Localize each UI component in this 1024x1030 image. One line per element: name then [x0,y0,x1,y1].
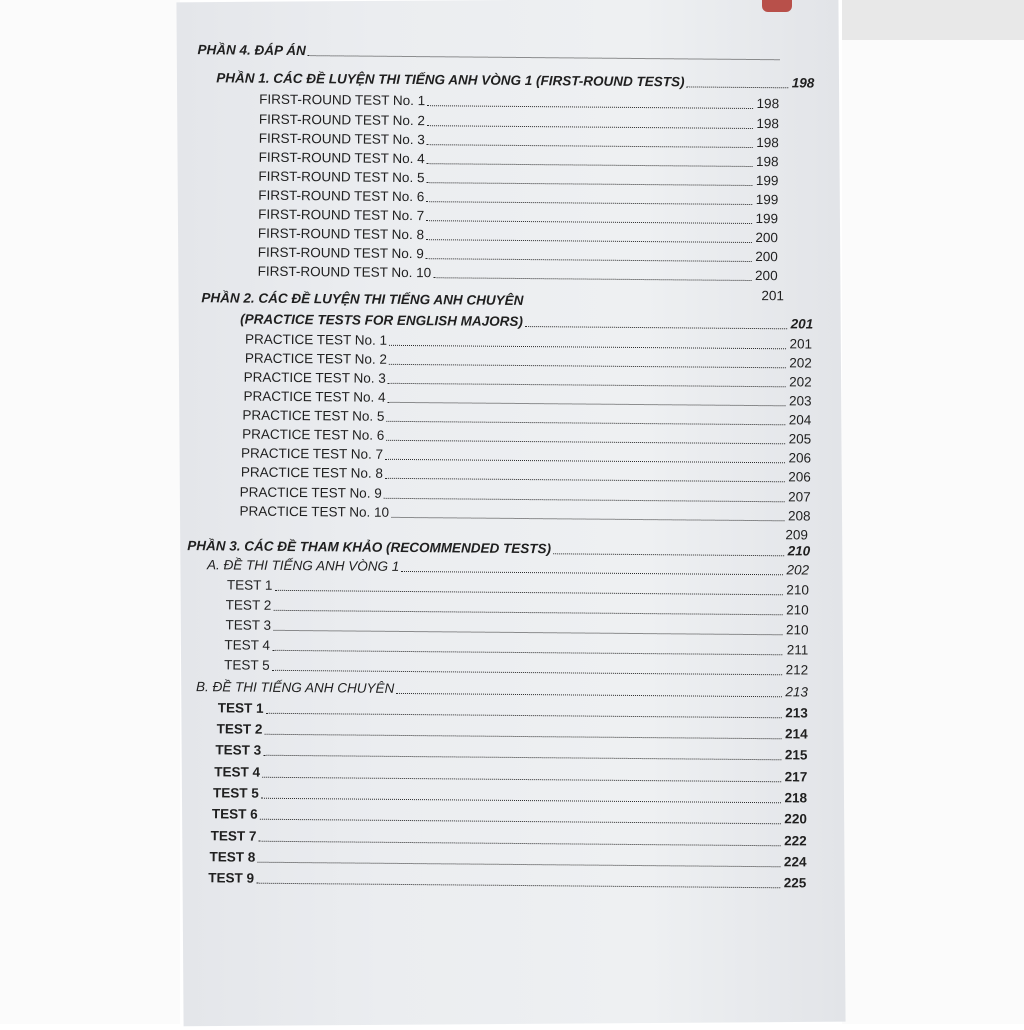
toc-entry-label: FIRST-ROUND TEST No. 3 [258,130,425,148]
toc-page-number: 218 [784,790,808,806]
dot-leader [263,755,781,761]
toc-item [217,721,808,742]
toc-entry-label: PRACTICE TEST No. 4 [243,388,386,405]
toc-entry-label: FIRST-ROUND TEST No. 8 [257,225,425,243]
toc-page-number: 210 [785,622,809,638]
dot-leader [426,258,752,262]
toc-entry-label: B. ĐỀ THI TIẾNG ANH CHUYÊN [195,679,395,696]
toc-entry-label: TEST 1 [217,700,264,716]
toc-part-2-title [201,290,561,309]
toc-entry-label: PRACTICE TEST No. 1 [244,331,388,348]
toc-entry-label: PHẦN 1. CÁC ĐỀ LUYỆN THI TIẾNG ANH VÒNG 1 (FIRST-ROUND TESTS) [216,70,685,90]
toc-item [259,92,779,113]
toc-subsection-a [207,557,809,578]
dot-leader [389,345,786,349]
dot-leader [258,841,780,847]
toc-entry-label: FIRST-ROUND TEST No. 7 [258,206,425,224]
dot-leader [260,819,781,825]
toc-entry-label: TEST 5 [224,657,270,673]
toc-entry-label: PRACTICE TEST No. 2 [244,350,387,367]
toc-page-number: 198 [756,135,779,151]
toc-entry-label: TEST 4 [224,637,270,653]
dot-leader [396,693,782,697]
toc-entry-label: TEST 3 [225,617,272,633]
toc-entry-label: PRACTICE TEST No. 9 [239,484,382,501]
toc-item [258,226,778,247]
toc-page-number: 198 [756,96,780,112]
toc-item [244,370,812,391]
toc-part-1 [216,70,814,91]
toc-entry-label: TEST 8 [209,849,256,865]
toc-item [243,389,811,410]
toc-page-number: 199 [755,211,779,227]
toc-entry-label: FIRST-ROUND TEST No. 1 [259,91,426,109]
toc-entry-label: PHẦN 2. CÁC ĐỀ LUYỆN THI TIẾNG ANH CHUYÊN [201,290,524,309]
toc-entry-label: TEST 6 [211,806,258,822]
dot-leader [272,670,782,675]
dot-leader [433,277,751,281]
toc-page-number: 210 [786,582,809,598]
dot-leader [427,125,753,129]
toc-item [224,657,808,678]
toc-item [245,351,812,372]
toc-item [258,169,778,190]
toc-page-number: 211 [786,642,809,658]
dot-leader [426,201,752,205]
toc-page-number: 201 [789,336,813,352]
toc-page-number: 210 [786,602,809,618]
toc-entry-label: PHẦN 4. ĐÁP ÁN [197,42,306,59]
table-of-contents [171,0,842,1030]
toc-page-number: 201 [761,288,785,304]
toc-item [241,446,811,467]
dot-leader [264,734,781,740]
toc-entry-label: FIRST-ROUND TEST No. 9 [257,244,424,262]
toc-page-number: 205 [788,431,812,447]
toc-item [258,264,778,285]
background-right [842,0,1024,1024]
toc-page-number: 217 [784,769,808,785]
dot-leader [385,478,785,482]
toc-item [215,742,807,763]
toc-entry-label: FIRST-ROUND TEST No. 10 [257,263,432,281]
toc-item [239,504,810,525]
dot-leader [262,777,781,783]
toc-item [242,408,811,429]
toc-entry-label: FIRST-ROUND TEST No. 6 [258,187,425,205]
toc-page-number: 220 [784,811,807,827]
toc-page-number: 215 [784,747,808,763]
toc-item [212,806,807,827]
toc-entry-label: TEST 3 [215,742,262,758]
toc-page-number: 202 [789,374,812,390]
dot-leader [384,498,785,502]
toc-item [259,131,779,152]
toc-entry-label: TEST 2 [216,721,263,737]
toc-page-number: 209 [785,527,808,543]
dot-leader [687,86,789,88]
toc-item [218,700,808,721]
toc-item [225,617,808,638]
toc-item [258,188,778,209]
toc-page-number: 200 [755,230,779,246]
background-left [0,0,180,1024]
toc-page-number: 199 [755,173,779,189]
toc-entry-label: PRACTICE TEST No. 8 [240,464,383,481]
dot-leader [525,326,787,329]
toc-item [259,150,779,171]
dot-leader [427,144,753,148]
toc-entry-label: FIRST-ROUND TEST No. 2 [258,111,426,129]
toc-item [259,112,779,133]
toc-page-number: 202 [786,562,810,578]
dot-leader [385,459,785,463]
toc-page-number: 212 [785,662,809,678]
toc-entry-label: TEST 7 [210,828,257,844]
toc-page-number: 198 [756,116,780,132]
toc-entry-label: FIRST-ROUND TEST No. 4 [258,149,425,167]
dot-leader [257,862,780,868]
dot-leader [426,239,752,243]
toc-item [241,465,811,486]
toc-page-number: 198 [791,75,815,91]
toc-entry-label: TEST 2 [225,597,272,613]
dot-leader [388,402,786,406]
toc-entry-label: PHẦN 3. CÁC ĐỀ THAM KHẢO (RECOMMENDED TESTS) [187,538,552,557]
toc-entry-label: TEST 9 [208,870,255,886]
toc-entry-label: PRACTICE TEST No. 6 [242,426,385,443]
toc-item [242,427,811,448]
toc-item [258,245,778,266]
dot-leader [386,421,785,425]
toc-item [227,577,809,598]
dot-leader [427,105,753,109]
dot-leader [401,571,783,575]
toc-page-number: 200 [755,268,778,284]
toc-entry-label: FIRST-ROUND TEST No. 5 [258,168,425,186]
dot-leader [391,517,784,521]
toc-subsection-b [196,679,808,700]
dot-leader [273,610,782,615]
toc-part-2-subtitle [240,312,813,333]
toc-entry-label: TEST 1 [226,577,273,593]
toc-page-number: 198 [756,154,779,170]
dot-leader [389,364,786,368]
dot-leader [272,650,782,655]
toc-page-number: 201 [790,316,814,332]
dot-leader [308,55,780,60]
toc-item [214,764,807,785]
toc-page-number: 214 [785,726,808,742]
dot-leader [274,590,782,595]
toc-entry-label: PRACTICE TEST No. 10 [239,503,390,520]
toc-entry-label: PRACTICE TEST No. 7 [240,445,384,462]
toc-page-number: 199 [755,192,779,208]
toc-page-number: 210 [787,543,811,559]
toc-item [240,485,811,506]
toc-page-number: 213 [785,705,808,721]
toc-item [209,849,806,870]
dot-leader [266,713,782,719]
toc-item [258,207,778,228]
toc-page-number: 200 [755,249,778,265]
toc-page-number: 203 [788,393,812,409]
toc-part-3 [187,538,810,559]
toc-section-4 [197,42,781,63]
toc-item [211,828,807,849]
toc-entry-label: PRACTICE TEST No. 5 [242,407,385,424]
toc-entry-label: TEST 5 [213,785,259,801]
toc-item [226,597,809,618]
toc-entry-label: A. ĐỀ THI TIẾNG ANH VÒNG 1 [207,557,400,574]
dot-leader [427,163,753,167]
toc-page-number: 204 [788,412,812,428]
background-right-top [842,0,1024,40]
toc-item [213,785,807,806]
dot-leader [426,182,752,186]
toc-page-number: 224 [783,854,807,870]
toc-page-number: 225 [783,875,807,891]
dot-leader [256,883,780,889]
toc-page-number: 213 [785,684,809,700]
dot-leader [426,220,752,224]
toc-page-number: 206 [788,469,811,485]
dot-leader [386,440,785,444]
toc-page-number: 206 [788,450,812,466]
toc-item [224,637,808,658]
toc-page-number: 207 [788,489,811,505]
dot-leader [261,798,781,804]
toc-item [208,870,806,891]
dot-leader [553,553,784,556]
toc-page-number: 208 [787,508,811,524]
toc-entry-label: TEST 4 [214,764,261,780]
toc-page-number: 222 [784,833,807,849]
toc-page-number: 202 [789,355,812,371]
toc-item [245,332,812,353]
toc-entry-label: (PRACTICE TESTS FOR ENGLISH MAJORS) [240,311,524,330]
dot-leader [273,630,782,635]
dot-leader [388,383,786,387]
toc-entry-label: PRACTICE TEST No. 3 [243,369,386,386]
